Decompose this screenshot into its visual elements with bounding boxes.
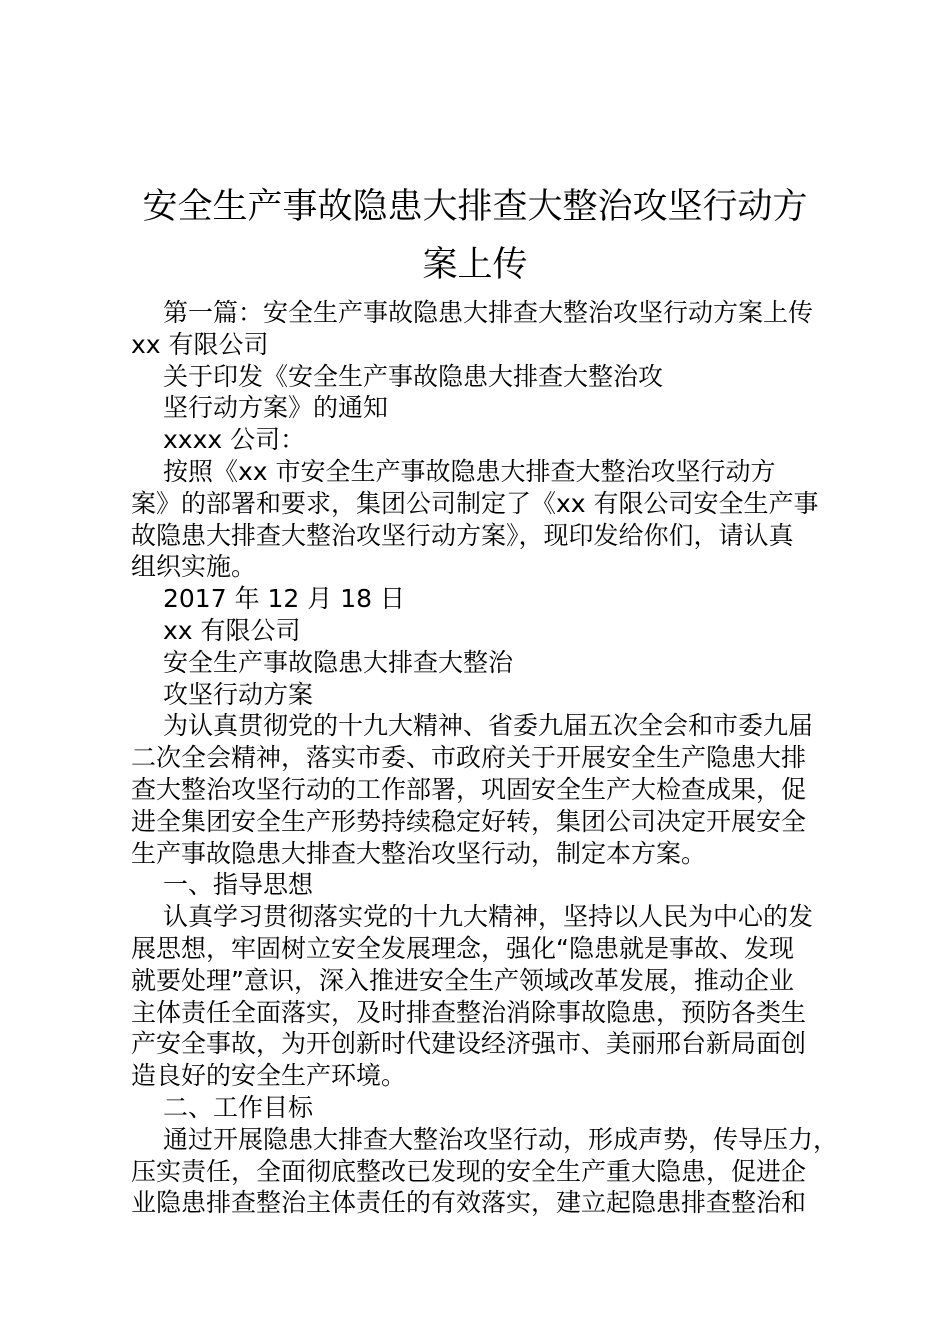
body-text-line: xx 有限公司: [131, 329, 269, 359]
body-text-line: 查大整治攻坚行动的工作部署，巩固安全生产大检查成果，促: [131, 775, 807, 804]
body-text-line: 坚行动方案》的通知: [163, 393, 389, 423]
body-text-line: 案》的部署和要求，集团公司制定了《xx 有限公司安全生产事: [131, 488, 819, 518]
body-text-line: 通过开展隐患大排查大整治攻坚行动，形成声势，传导压力，: [163, 1124, 839, 1154]
body-text-line: 2017 年 12 月 18 日: [163, 584, 405, 614]
body-text-line: 故隐患大排查大整治攻坚行动方案》，现印发给你们，请认真: [131, 520, 794, 550]
body-text-line: 按照《xx 市安全生产事故隐患大排查大整治攻坚行动方: [163, 457, 776, 486]
body-text-line: 生产事故隐患大排查大整治攻坚行动，制定本方案。: [131, 838, 707, 868]
body-text-line: 产安全事故，为开创新时代建设经济强市、美丽邢台新局面创: [131, 1029, 807, 1059]
body-text-line: 第一篇：安全生产事故隐患大排查大整治攻坚行动方案上传: [163, 298, 814, 327]
body-text-line: 进全集团安全生产形势持续稳定好转，集团公司决定开展安全: [131, 806, 807, 836]
body-text-line: 一、指导思想: [163, 870, 314, 900]
body-text-line: 业隐患排查整治主体责任的有效落实，建立起隐患排查整治和: [131, 1188, 807, 1218]
body-text-line: 安全生产事故隐患大排查大整治: [163, 647, 514, 677]
body-text-line: 攻坚行动方案: [163, 679, 314, 709]
body-text-line: 关于印发《安全生产事故隐患大排查大整治攻: [163, 361, 664, 391]
body-text-line: 二次全会精神，落实市委、市政府关于开展安全生产隐患大排: [131, 743, 807, 773]
body-text-line: xxxx 公司：: [163, 425, 306, 455]
body-text-line: 就要处理”意识，深入推进安全生产领域改革发展，推动企业: [131, 965, 794, 995]
body-text-line: 造良好的安全生产环境。: [131, 1061, 407, 1091]
body-text-line: 为认真贯彻党的十九大精神、省委九届五次全会和市委九届: [163, 711, 814, 741]
body-text-line: 二、工作目标: [163, 1093, 314, 1122]
body-text-line: 组织实施。: [131, 552, 257, 582]
document-title-line-1: 安全生产事故隐患大排查大整治攻坚行动方: [142, 187, 808, 227]
body-text-line: xx 有限公司: [163, 616, 301, 645]
body-text-line: 认真学习贯彻落实党的十九大精神，坚持以人民为中心的发: [163, 902, 814, 932]
body-text-line: 展思想，牢固树立安全发展理念，强化“隐患就是事故、发现: [131, 934, 794, 963]
body-text-line: 主体责任全面落实，及时排查整治消除事故隐患，预防各类生: [131, 997, 807, 1027]
body-text-line: 压实责任，全面彻底整改已发现的安全生产重大隐患，促进企: [131, 1156, 807, 1186]
document-title-line-2: 案上传: [422, 245, 528, 285]
